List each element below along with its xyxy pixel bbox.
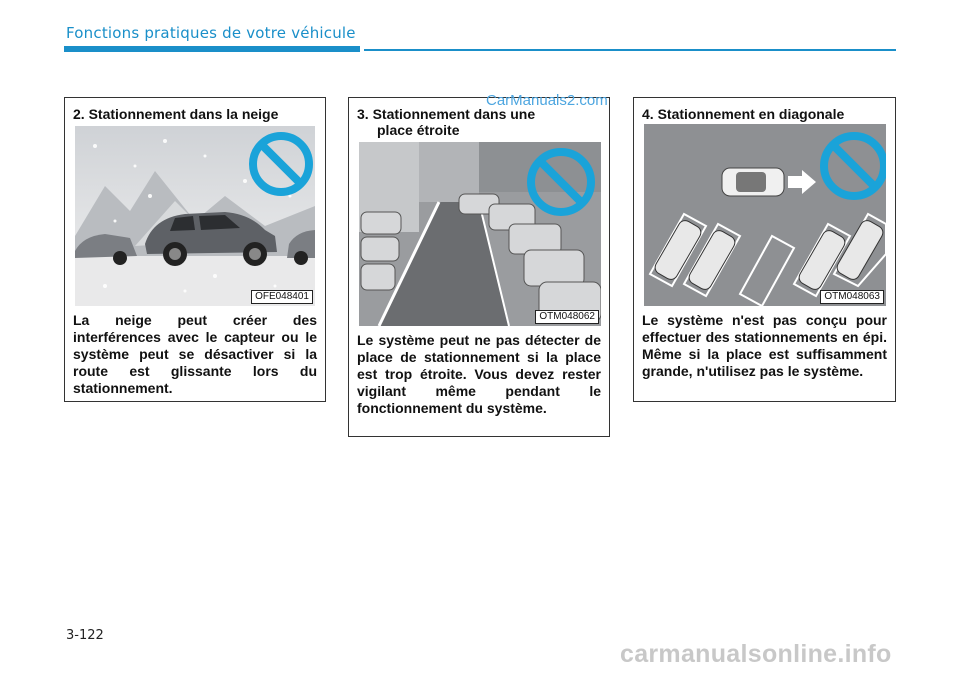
header-accent-bar <box>64 46 360 52</box>
figure-code: OTM048063 <box>820 290 884 304</box>
diagonal-parking-illustration <box>644 124 886 306</box>
card-title: 3. Stationnement dans une place étroite <box>357 106 536 138</box>
card-title: 2. Stationnement dans la neige <box>73 106 279 122</box>
card-narrow-space <box>348 97 610 437</box>
card-description: La neige peut créer des interférences avec le capteur ou le système peut se désactiver si la route est glissante lors du stationnement. <box>73 312 317 396</box>
figure-code: OTM048062 <box>535 310 599 324</box>
section-title: Fonctions pratiques de votre véhicule <box>66 24 356 42</box>
card-diagonal-parking <box>633 97 896 402</box>
page-number: 3-122 <box>66 628 104 643</box>
card-title: 4. Stationnement en diagonale <box>642 106 845 122</box>
card-snow-parking <box>64 97 326 402</box>
snow-illustration <box>75 126 315 306</box>
watermark-bottom[interactable]: carmanualsonline.info <box>620 640 892 668</box>
narrow-space-illustration <box>359 142 601 326</box>
card-description: Le système peut ne pas détecter de place de stationnement si la place est trop étroite. Vous devez rester vigilant même pendant le fonctionnement du système. <box>357 332 601 416</box>
figure-snow <box>75 126 315 306</box>
card-description: Le système n'est pas conçu pour effectuer des stationnements en épi. Même si la place est suffisamment grande, n'utilisez pas le système. <box>642 312 887 379</box>
watermark-top[interactable]: CarManuals2.com <box>486 92 608 109</box>
header-rule <box>364 49 896 51</box>
figure-narrow <box>359 142 601 326</box>
figure-diagonal <box>644 124 886 306</box>
figure-code: OFE048401 <box>251 290 313 304</box>
